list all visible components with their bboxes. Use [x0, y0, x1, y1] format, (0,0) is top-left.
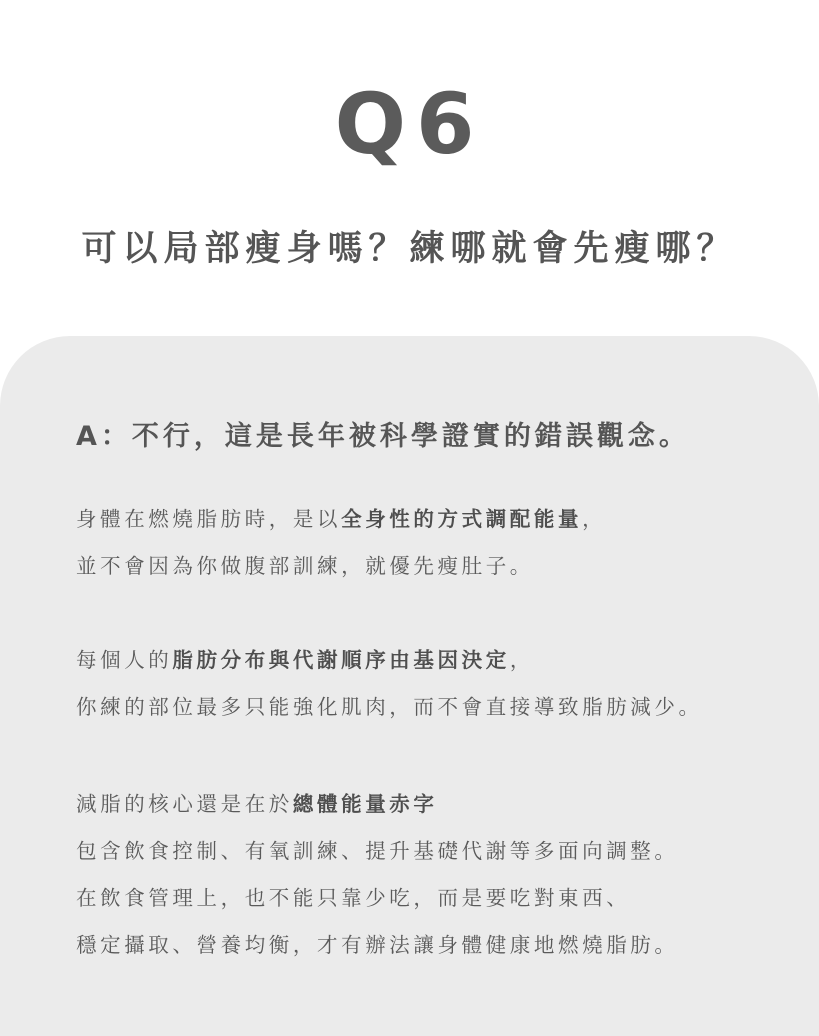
question-title: 可以局部瘦身嗎？練哪就會先瘦哪？: [81, 229, 738, 269]
paragraph-2-line-1: [76, 637, 703, 684]
emphasis-text: 脂肪分布與代謝順序由基因決定: [172, 648, 510, 672]
paragraph-2: [76, 637, 703, 731]
text-segment: ，: [509, 648, 534, 672]
paragraph-3-line-3: 在飲食管理上，也不能只靠少吃，而是要吃對東西、: [76, 886, 631, 910]
paragraph-1-line-2: 並不會因為你做腹部訓練，就優先瘦肚子。: [76, 554, 534, 578]
paragraph-1: [76, 496, 606, 590]
text-segment: 身體在燃燒脂肪時，是以: [76, 507, 342, 531]
paragraph-2-line-2: 你練的部位最多只能強化肌肉，而不會直接導致脂肪減少。: [76, 695, 703, 719]
emphasis-text: 全身性的方式調配能量: [341, 507, 583, 531]
paragraph-3-line-1: [76, 781, 679, 828]
paragraph-1-line-1: [76, 496, 606, 543]
answer-headline: A：不行，這是長年被科學證實的錯誤觀念。: [76, 421, 690, 452]
paragraph-3-line-4: 穩定攝取、營養均衡，才有辦法讓身體健康地燃燒脂肪。: [76, 933, 679, 957]
question-number: Q6: [334, 75, 485, 173]
paragraph-3: [76, 781, 679, 969]
emphasis-text: 總體能量赤字: [292, 792, 438, 816]
paragraph-3-line-2: 包含飲食控制、有氧訓練、提升基礎代謝等多面向調整。: [76, 839, 679, 863]
text-segment: ，: [582, 507, 607, 531]
text-segment: 每個人的: [76, 648, 173, 672]
text-segment: 減脂的核心還是在於: [76, 792, 293, 816]
